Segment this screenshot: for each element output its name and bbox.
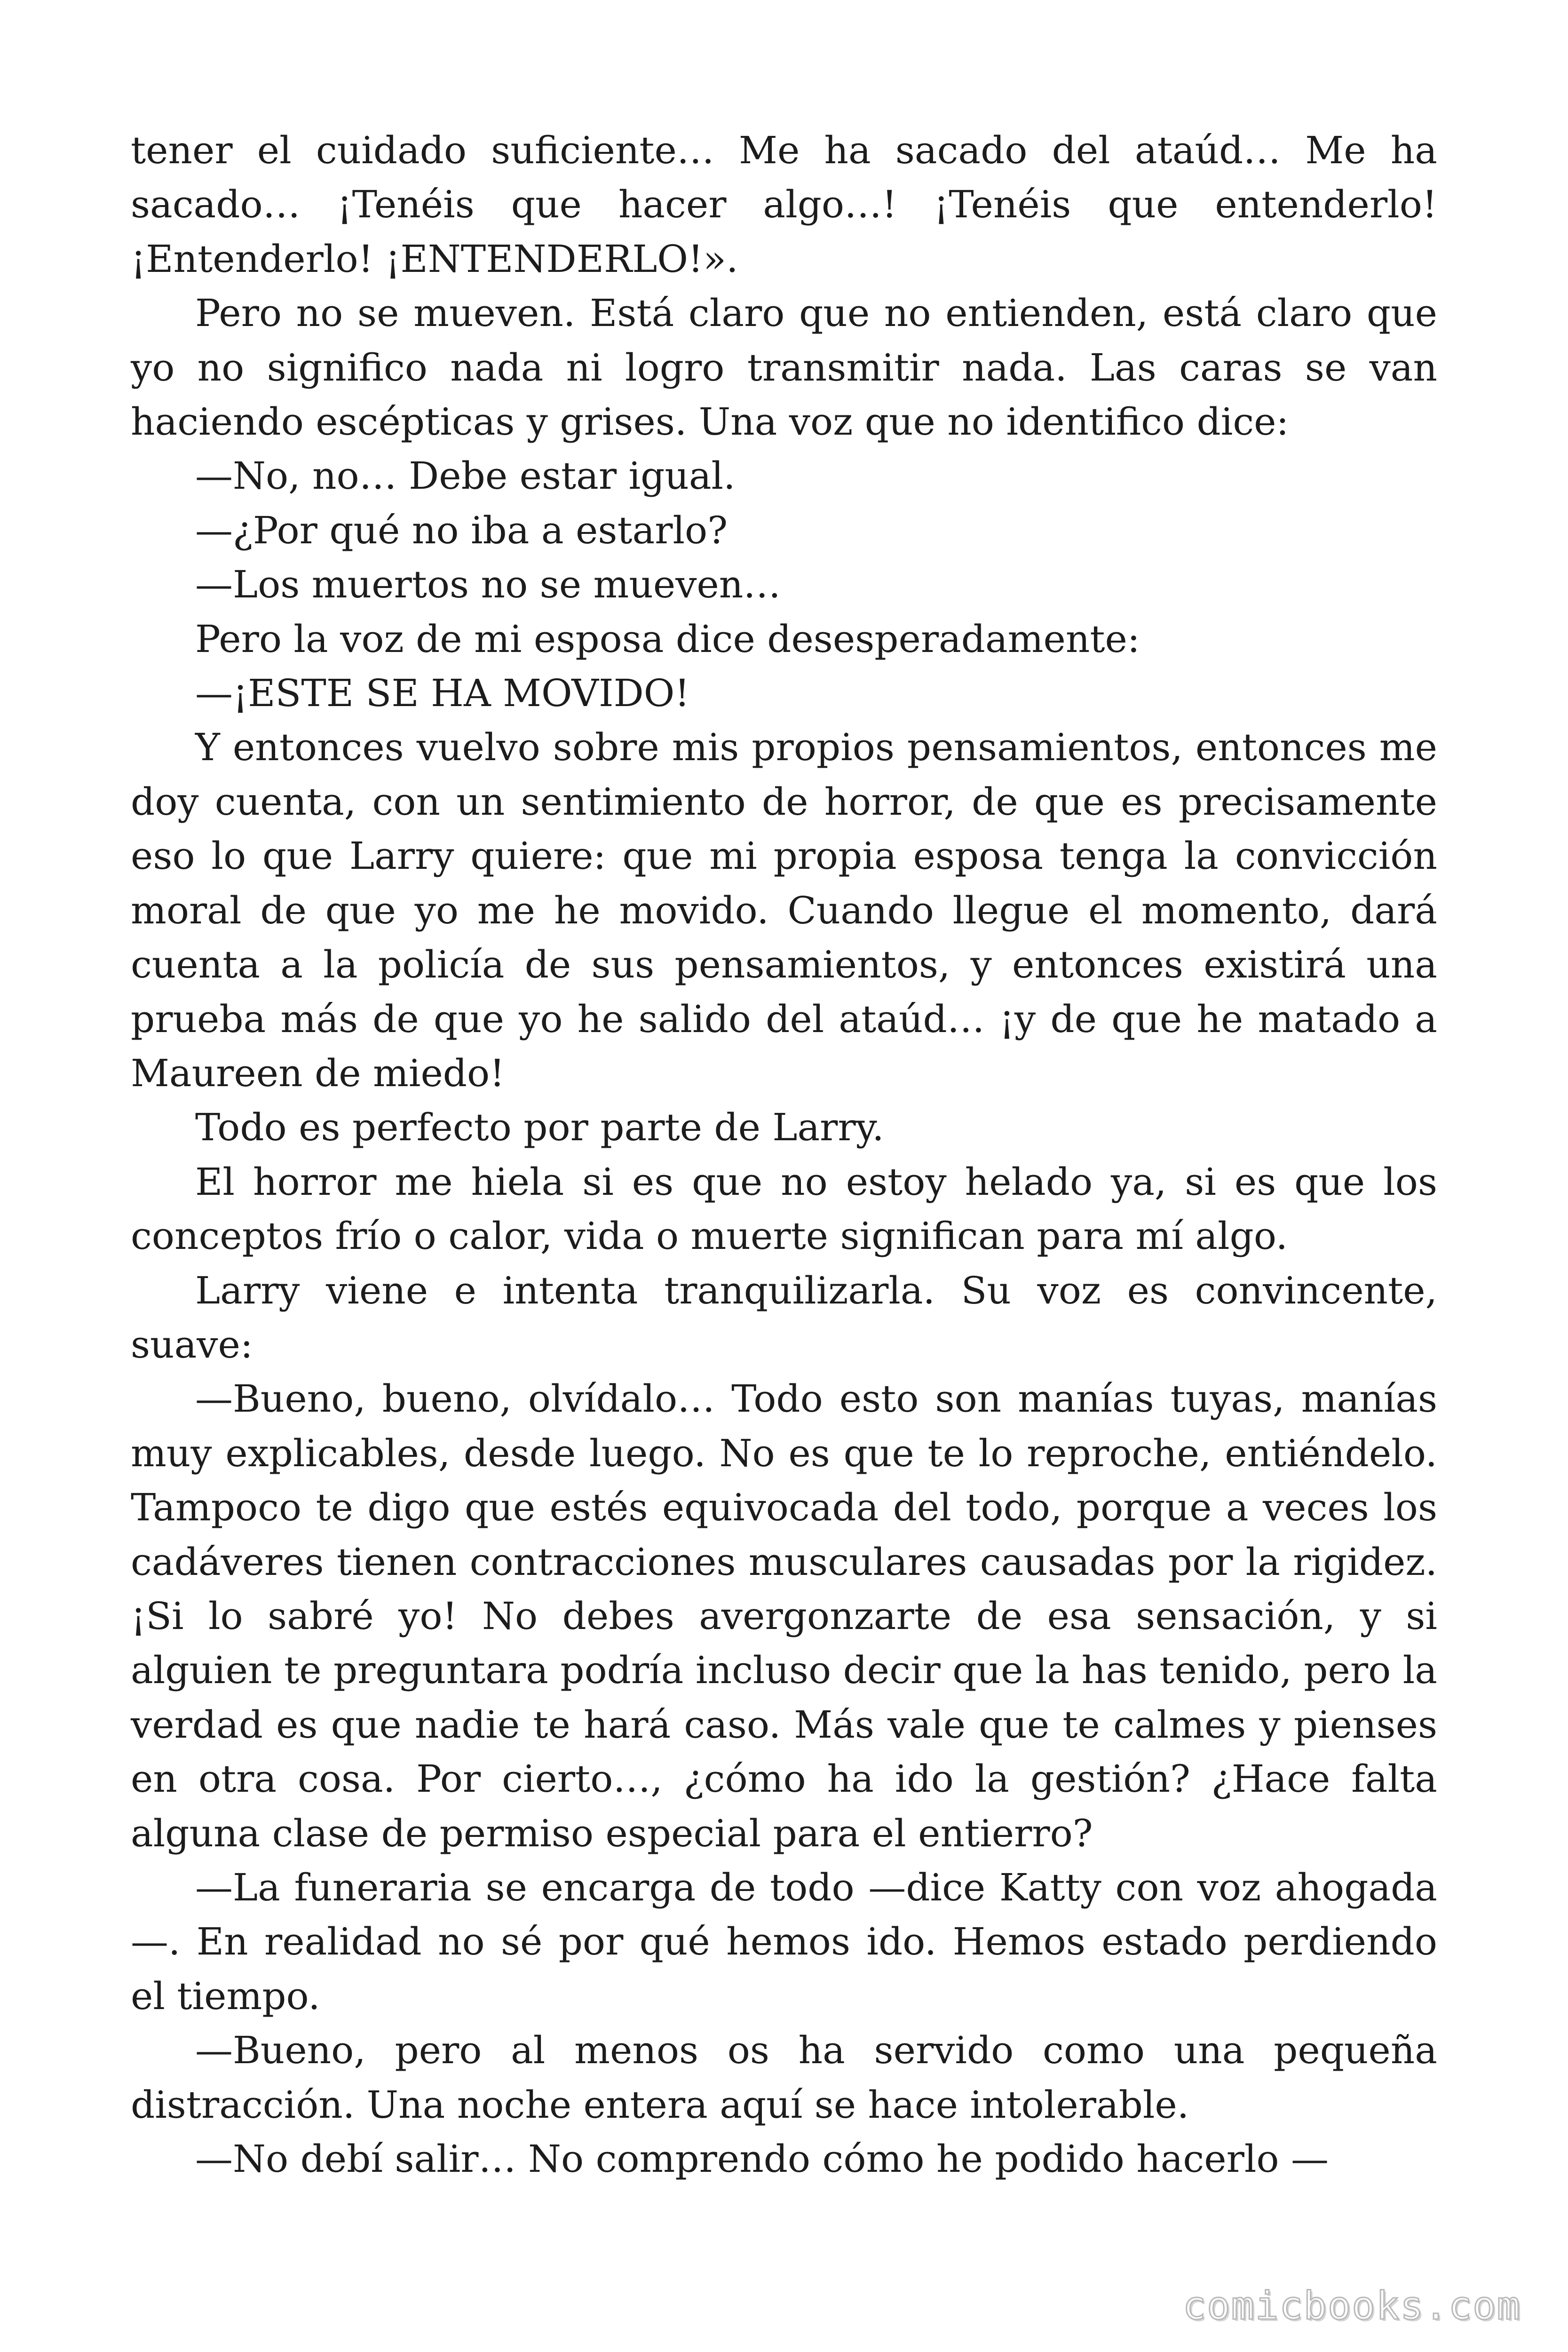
paragraph: Y entonces vuelvo sobre mis propios pensamientos, entonces me doy cuenta, con un sentimiento de horror, de que es precisamente eso lo que Larry quiere: que mi propia esposa tenga la convicción moral de que yo me he movido. Cuando llegue el momento, dará cuenta a la policía de sus pensamientos, y entonces existirá una prueba más de que yo he salido del ataúd… ¡y de que he matado a Maureen de miedo! bbox=[131, 725, 1437, 1095]
paragraph: —Los muertos no se mueven… bbox=[195, 563, 781, 607]
paragraph: —La funeraria se encarga de todo —dice Katty con voz ahogada —. En realidad no sé por qué hemos ido. Hemos estado perdiendo el tiempo. bbox=[131, 1866, 1437, 2018]
paragraph: tener el cuidado suficiente… Me ha sacado del ataúd… Me ha sacado… ¡Tenéis que hacer algo…! ¡Tenéis que entenderlo! ¡Entenderlo! ¡ENTENDERLO!». bbox=[131, 128, 1437, 281]
paragraph: Todo es perfecto por parte de Larry. bbox=[195, 1105, 884, 1150]
body-text bbox=[131, 123, 1437, 2186]
paragraph: Larry viene e intenta tranquilizarla. Su voz es convincente, suave: bbox=[131, 1268, 1437, 1367]
paragraph: El horror me hiela si es que no estoy helado ya, si es que los conceptos frío o calor, vida o muerte significan para mí algo. bbox=[131, 1160, 1437, 1258]
paragraph: —Bueno, pero al menos os ha servido como una pequeña distracción. Una noche entera aquí se hace intolerable. bbox=[131, 2028, 1437, 2127]
paragraph: Pero la voz de mi esposa dice desesperadamente: bbox=[195, 617, 1140, 661]
paragraph: —¡ESTE SE HA MOVIDO! bbox=[195, 671, 690, 715]
paragraph: —No debí salir… No comprendo cómo he podido hacerlo — bbox=[195, 2137, 1329, 2181]
paragraph: —Bueno, bueno, olvídalo… Todo esto son manías tuyas, manías muy explicables, desde luego. No es que te lo reproche, entiéndelo. Tampoco te digo que estés equivocada del todo, porque a veces los cadáveres tienen contracciones musculares causadas por la rigidez. ¡Si lo sabré yo! No debes avergonzarte de esa sensación, y si alguien te preguntara podría incluso decir que la has tenido, pero la verdad es que nadie te hará caso. Más vale que te calmes y pienses en otra cosa. Por cierto…, ¿cómo ha ido la gestión? ¿Hace falta alguna clase de permiso especial para el entierro? bbox=[131, 1377, 1437, 1855]
watermark: comicbooks.com bbox=[1182, 2284, 1521, 2328]
paragraph: Pero no se mueven. Está claro que no entienden, está claro que yo no significo nada ni logro transmitir nada. Las caras se van haciendo escépticas y grises. Una voz que no identifico dice: bbox=[131, 291, 1437, 444]
paragraph: —No, no… Debe estar igual. bbox=[195, 454, 736, 498]
paragraph: —¿Por qué no iba a estarlo? bbox=[195, 508, 728, 552]
